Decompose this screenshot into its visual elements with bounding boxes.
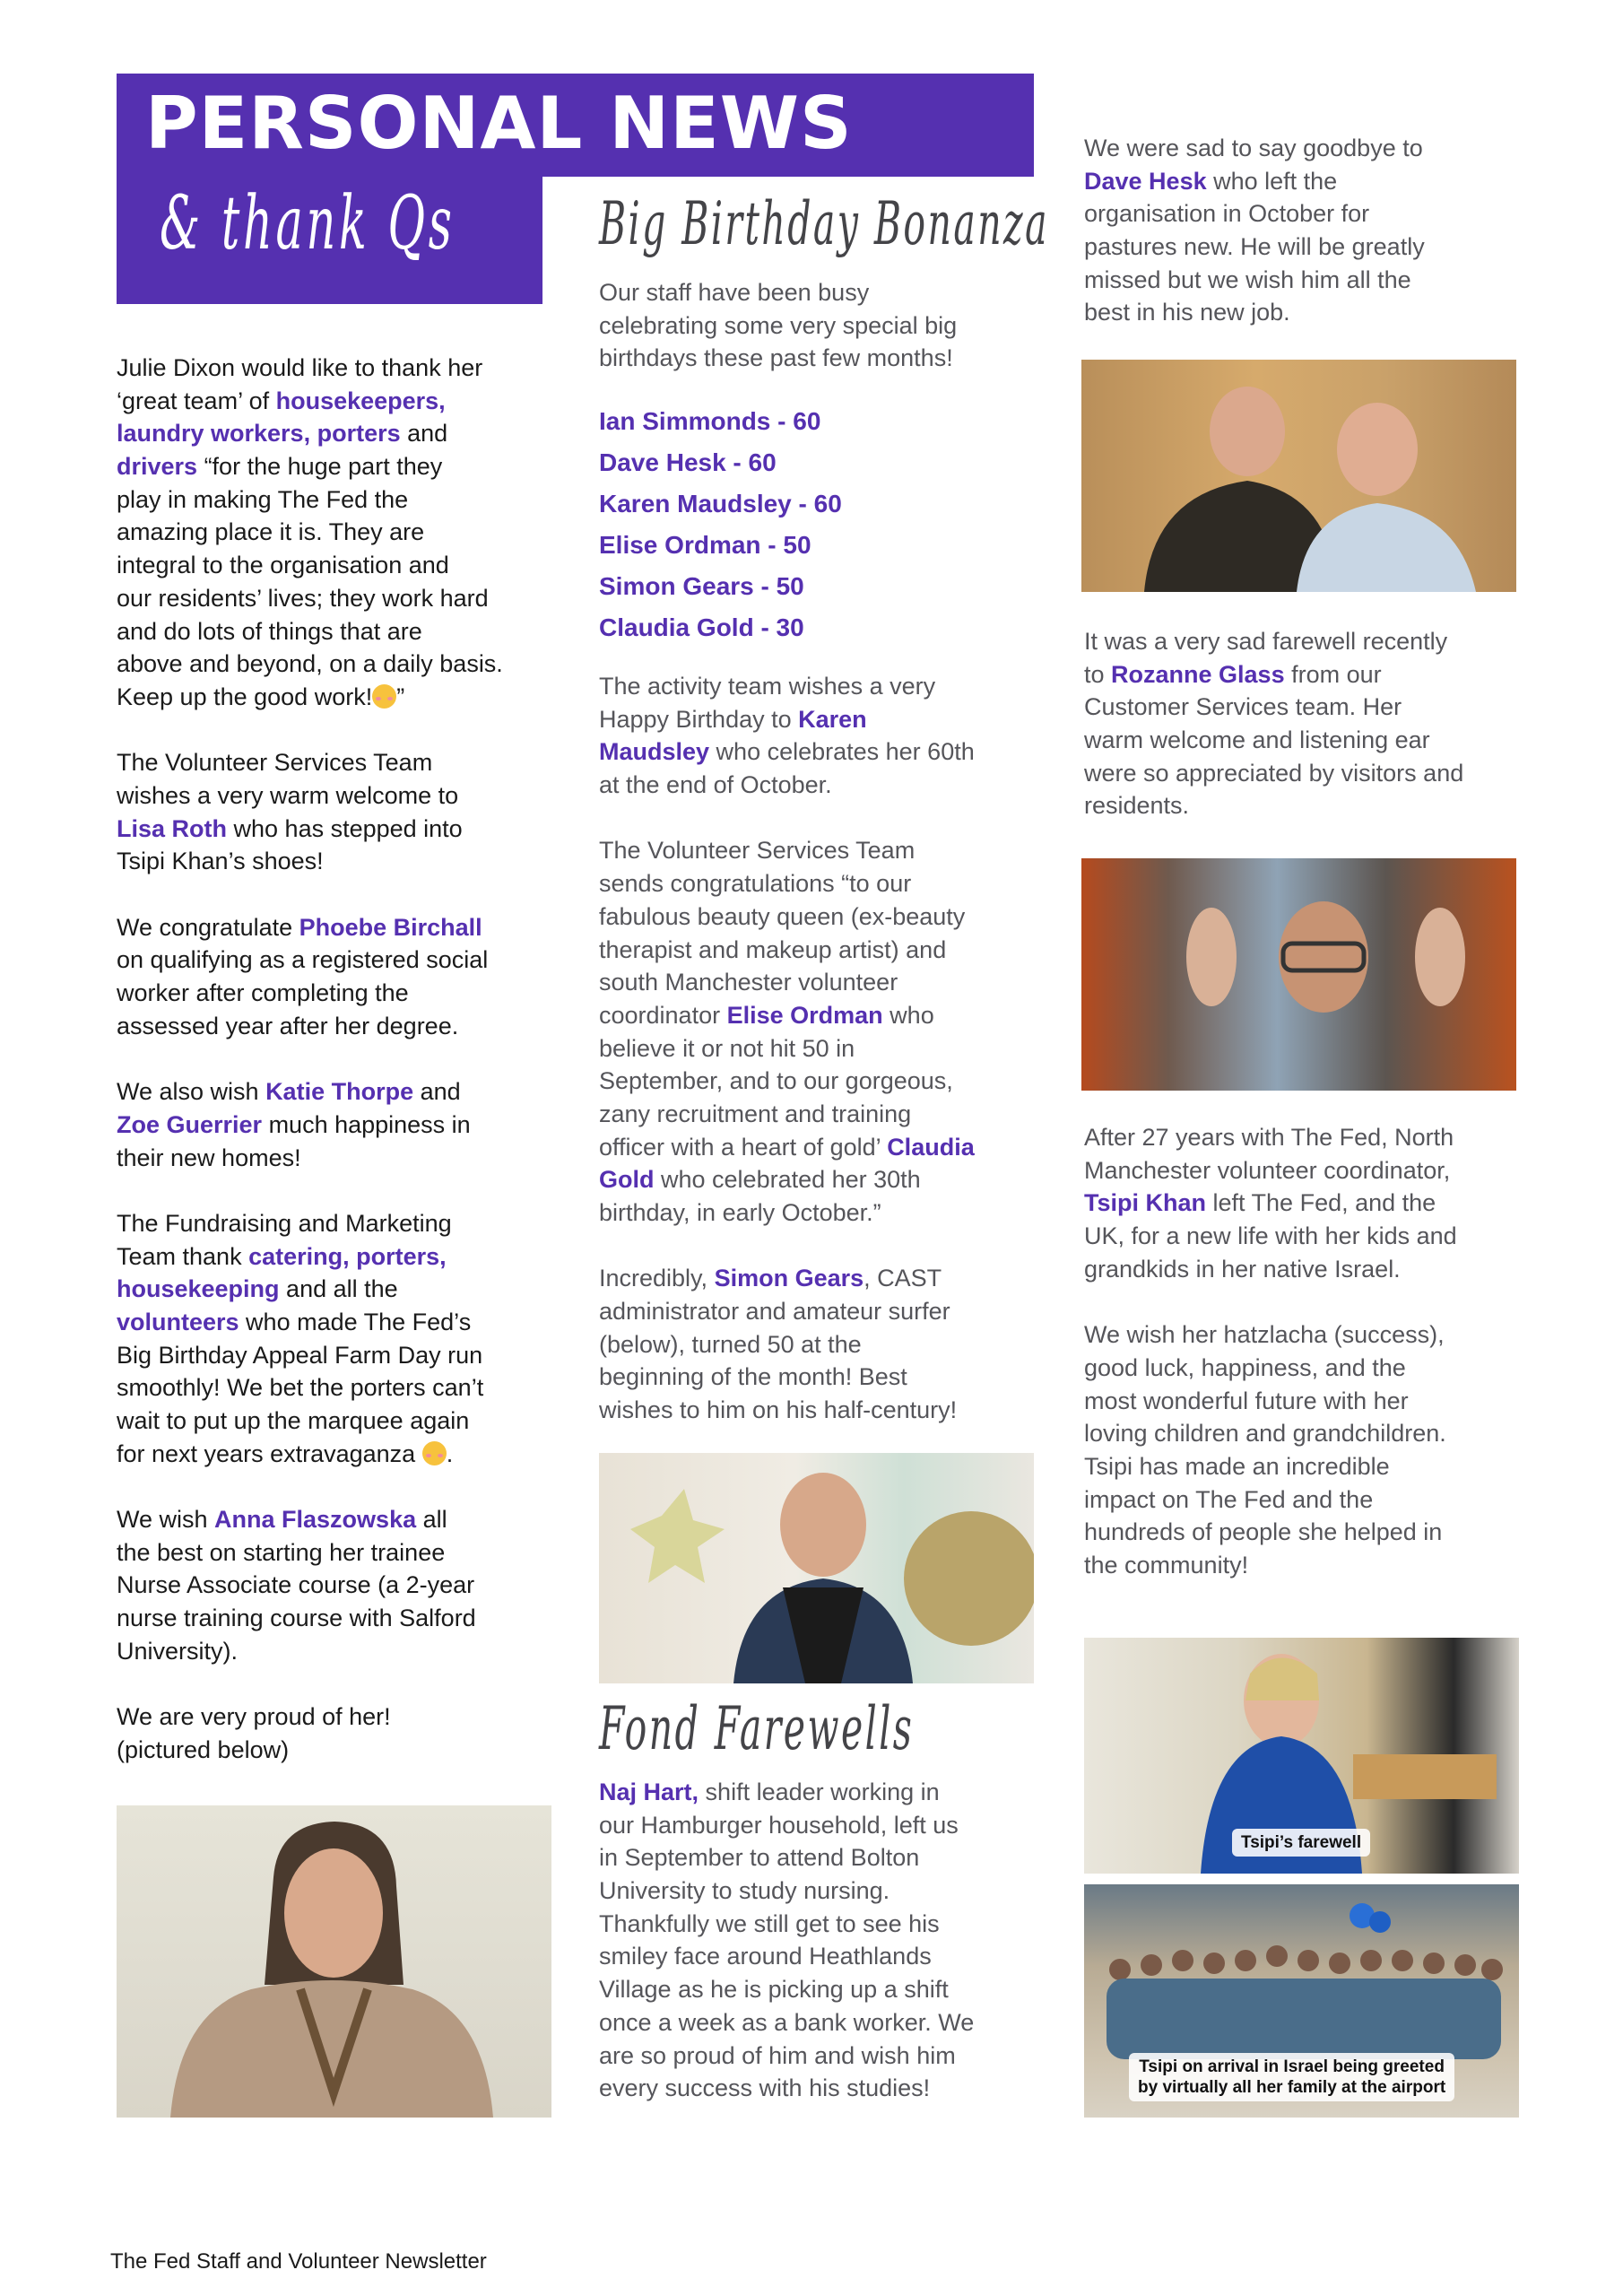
text-line [599, 1361, 1047, 1394]
text-run: Nurse Associate course (a 2-year [117, 1571, 475, 1599]
text-run: the best on starting her trainee [117, 1538, 446, 1566]
text-line [1084, 165, 1532, 198]
text-line [1084, 1220, 1532, 1253]
text-line [117, 1371, 565, 1405]
text-run: coordinator [599, 1001, 727, 1029]
text-line [1084, 658, 1532, 691]
text-line [117, 615, 565, 648]
caption-tsipi-arrival [1129, 2053, 1454, 2101]
text-run: celebrating some very special big [599, 311, 958, 339]
highlighted-name: laundry workers, porters [117, 420, 401, 448]
column-2-intro [599, 276, 1047, 375]
text-run: Incredibly, [599, 1265, 715, 1292]
paragraph-gap [599, 802, 1047, 835]
text-run: the community! [1084, 1551, 1249, 1578]
text-line [599, 1841, 1047, 1874]
text-run: Our staff have been busy [599, 279, 870, 306]
paragraph [117, 1700, 565, 1766]
text-run: all [416, 1506, 447, 1534]
paragraph-gap [117, 1174, 565, 1207]
text-line [117, 1405, 565, 1438]
text-line [117, 1635, 565, 1668]
text-run: who [882, 1001, 934, 1029]
highlighted-name: Simon Gears [714, 1265, 864, 1292]
text-run: warm welcome and listening ear [1084, 726, 1430, 754]
column-2-farewells [599, 1776, 1047, 2105]
text-line [117, 977, 565, 1010]
text-run: Tsipi Khan’s shoes! [117, 848, 324, 875]
text-run: We are very proud of her! [117, 1703, 391, 1731]
text-run: . [446, 1439, 454, 1467]
text-line [599, 1874, 1047, 1908]
text-run: Manchester volunteer coordinator, [1084, 1156, 1451, 1184]
text-line [117, 1339, 565, 1372]
text-line [117, 516, 565, 549]
text-line [599, 703, 1047, 736]
paragraph-gap [117, 878, 565, 911]
text-line [117, 944, 565, 977]
text-run: UK, for a new life with her kids and [1084, 1222, 1457, 1250]
birthday-item: Karen Maudsley - 60 [599, 490, 842, 517]
highlighted-name: Rozanne Glass [1111, 660, 1285, 688]
text-line [117, 1700, 565, 1734]
text-run: (below), turned 50 at the [599, 1330, 862, 1358]
text-run: We wish her hatzlacha (success), [1084, 1321, 1445, 1349]
photo-anna-flaszowska [117, 1805, 551, 2118]
text-line [117, 648, 565, 681]
text-line [599, 670, 1047, 703]
text-line [599, 1940, 1047, 1973]
photo-rozanne-glass [1081, 858, 1516, 1091]
text-line [117, 911, 565, 944]
text-line [1084, 724, 1532, 757]
text-line [1084, 1516, 1532, 1549]
highlighted-name: Claudia [887, 1133, 975, 1161]
two-men-illustration [1081, 360, 1516, 592]
highlighted-name: housekeepers, [275, 387, 446, 414]
text-line [1084, 625, 1532, 658]
text-line [1084, 132, 1532, 165]
text-line [599, 2072, 1047, 2105]
text-line [1084, 1450, 1532, 1483]
text-run: Keep up the good work! [117, 683, 373, 710]
text-line [599, 1163, 1047, 1196]
highlighted-name: catering, porters, [248, 1242, 447, 1270]
text-line [117, 1306, 565, 1339]
text-run: missed but we wish him all the [1084, 265, 1411, 293]
woman-at-window-illustration [1081, 858, 1516, 1091]
text-run: grandkids in her native Israel. [1084, 1255, 1401, 1283]
text-line [1084, 1318, 1532, 1352]
highlighted-name: Phoebe Birchall [299, 913, 482, 941]
text-run: The Fundraising and Marketing [117, 1209, 452, 1237]
text-run: The Volunteer Services Team [117, 749, 433, 777]
text-run: our residents’ lives; they work hard [117, 584, 489, 612]
highlighted-name: volunteers [117, 1308, 239, 1335]
text-line [599, 1032, 1047, 1065]
text-run: (pictured below) [117, 1735, 290, 1763]
text-line [599, 1295, 1047, 1328]
text-run: good luck, happiness, and the [1084, 1353, 1406, 1381]
text-run: wishes to him on his half-century! [599, 1396, 958, 1424]
text-line [599, 1065, 1047, 1098]
text-line [1084, 1121, 1532, 1154]
text-line [599, 735, 1047, 769]
paragraph [117, 352, 565, 714]
paragraph [1084, 1121, 1532, 1285]
paragraph [117, 911, 565, 1043]
paragraph [599, 834, 1047, 1229]
text-run: left The Fed, and the [1206, 1189, 1436, 1217]
caption-tsipi-farewell: Tsipi’s farewell [1232, 1829, 1370, 1857]
text-run: Happy Birthday to [599, 705, 799, 733]
text-run: our Hamburger household, left us [599, 1811, 959, 1839]
text-run: who has stepped into [227, 814, 463, 842]
section-title-fond-farewells: Fond Farewells [599, 1694, 915, 1763]
text-run: Village as he is picking up a shift [599, 1976, 949, 2004]
text-line [117, 746, 565, 779]
text-run: The activity team wishes a very [599, 673, 936, 700]
text-run: wishes a very warm welcome to [117, 781, 459, 809]
text-run: pastures new. He will be greatly [1084, 233, 1425, 261]
text-line [117, 1569, 565, 1602]
text-line [599, 900, 1047, 934]
text-run: above and beyond, on a daily basis. [117, 650, 503, 678]
text-run: assessed year after her degree. [117, 1012, 459, 1039]
text-line [599, 1394, 1047, 1427]
paragraph [599, 1262, 1047, 1426]
highlighted-name: Zoe Guerrier [117, 1110, 263, 1138]
text-line [599, 276, 1047, 309]
paragraph [117, 746, 565, 878]
text-line [599, 934, 1047, 967]
smiling-face-emoji-icon [422, 1441, 447, 1465]
text-run: The Volunteer Services Team [599, 837, 916, 865]
paragraph [117, 1503, 565, 1667]
text-line [1084, 264, 1532, 297]
text-line [117, 1438, 565, 1471]
text-run: administrator and amateur surfer [599, 1298, 950, 1326]
text-line [599, 769, 1047, 802]
text-run: on qualifying as a registered social [117, 946, 489, 974]
text-run: their new homes! [117, 1144, 301, 1171]
text-line [599, 867, 1047, 900]
text-run: south Manchester volunteer [599, 969, 898, 996]
text-line [117, 1602, 565, 1635]
text-run: After 27 years with The Fed, North [1084, 1124, 1454, 1151]
text-run: University to study nursing. [599, 1877, 890, 1905]
text-run: birthdays these past few months! [599, 344, 953, 372]
text-line [1084, 1352, 1532, 1385]
text-line [117, 779, 565, 813]
text-line [599, 342, 1047, 375]
text-run: impact on The Fed and the [1084, 1485, 1374, 1513]
text-line [1084, 296, 1532, 329]
text-line [117, 813, 565, 846]
text-run: most wonderful future with her [1084, 1387, 1409, 1414]
text-run: amazing place it is. They are [117, 518, 425, 546]
text-run: loving children and grandchildren. [1084, 1420, 1446, 1448]
text-run: every success with his studies! [599, 2074, 931, 2102]
text-run: Big Birthday Appeal Farm Day run [117, 1341, 483, 1369]
text-run: play in making The Fed the [117, 485, 409, 513]
text-run: zany recruitment and training [599, 1100, 912, 1127]
highlighted-name: Tsipi Khan [1084, 1189, 1207, 1217]
text-line [117, 549, 565, 582]
text-line [117, 1142, 565, 1175]
column-3-rozanne-glass [1084, 625, 1532, 822]
text-run: nurse training course with Salford [117, 1605, 476, 1632]
text-run: for next years extravaganza [117, 1439, 422, 1467]
text-line [117, 1734, 565, 1767]
caption-line-2: by virtually all her family at the airport [1138, 2078, 1446, 2097]
text-run: who made The Fed’s [239, 1308, 472, 1335]
text-run: who left the [1206, 167, 1338, 195]
text-run: integral to the organisation and [117, 552, 449, 579]
paragraph [117, 1207, 565, 1471]
highlighted-name: Naj Hart, [599, 1779, 699, 1805]
text-run: shift leader working in [699, 1779, 940, 1805]
text-line [599, 999, 1047, 1032]
highlighted-name: Anna Flaszowska [214, 1506, 417, 1534]
text-line [1084, 1253, 1532, 1286]
text-run: smoothly! We bet the porters can’t [117, 1374, 484, 1402]
birthday-item: Simon Gears - 50 [599, 572, 804, 600]
text-line [599, 1809, 1047, 1842]
text-run: Customer Services team. Her [1084, 693, 1402, 721]
text-run: to [1084, 660, 1112, 688]
highlighted-name: Karen [798, 705, 867, 733]
text-line [117, 450, 565, 483]
text-line [599, 1973, 1047, 2006]
paragraph-gap [117, 1042, 565, 1075]
text-line [117, 681, 565, 714]
highlighted-name: Maudsley [599, 738, 710, 766]
column-2-paragraphs [599, 670, 1047, 1427]
paragraph [599, 670, 1047, 802]
text-run: “for the huge part they [197, 453, 443, 481]
text-line [117, 1109, 565, 1142]
text-run: sends congratulations “to our [599, 870, 912, 898]
section-title-big-birthday-bonanza: Big Birthday Bonanza [599, 189, 1049, 258]
text-run: who celebrated her 30th [654, 1166, 921, 1194]
text-run: Thankfully we still get to see his [599, 1909, 940, 1937]
text-run: officer with a heart of gold’ [599, 1133, 888, 1161]
text-run: , CAST [864, 1265, 942, 1292]
text-line [117, 1536, 565, 1570]
page-title: PERSONAL NEWS [145, 82, 853, 165]
text-line [117, 1240, 565, 1274]
text-line [599, 1098, 1047, 1131]
text-line [599, 834, 1047, 867]
text-line [599, 2039, 1047, 2073]
photo-simon-gears [599, 1453, 1034, 1683]
paragraph-gap [117, 1470, 565, 1503]
text-line [599, 1908, 1047, 1941]
paragraph-gap [1084, 1285, 1532, 1318]
text-run: much happiness in [262, 1110, 471, 1138]
text-run: Julie Dixon would like to thank her [117, 354, 483, 381]
text-line [117, 483, 565, 517]
text-run: ” [396, 683, 405, 710]
text-run: We also wish [117, 1078, 266, 1106]
text-run: beginning of the month! Best [599, 1363, 907, 1391]
text-run: fabulous beauty queen (ex-beauty [599, 902, 966, 930]
text-run: Tsipi has made an incredible [1084, 1452, 1390, 1480]
text-line [117, 1207, 565, 1240]
text-run: are so proud of him and wish him [599, 2041, 956, 2069]
text-run: in September to attend Bolton [599, 1844, 920, 1872]
highlighted-name: housekeeping [117, 1275, 280, 1303]
text-run: ‘great team’ of [117, 387, 276, 414]
text-line [117, 1075, 565, 1109]
text-run: and all the [279, 1275, 398, 1303]
highlighted-name: Katie Thorpe [265, 1078, 414, 1106]
text-run: and [400, 420, 448, 448]
text-line [1084, 230, 1532, 264]
birthday-item: Dave Hesk - 60 [599, 448, 777, 476]
text-line [599, 1262, 1047, 1295]
text-line [1084, 1483, 1532, 1517]
birthday-item: Claudia Gold - 30 [599, 613, 804, 641]
text-line [117, 1273, 565, 1306]
column-1-text [117, 352, 565, 1767]
text-run: once a week as a bank worker. We [599, 2008, 975, 2036]
text-line [117, 352, 565, 385]
paragraph-gap [599, 1230, 1047, 1263]
paragraph-gap [117, 714, 565, 747]
text-run: birthday, in early October.” [599, 1199, 881, 1226]
column-3-tsipi-khan [1084, 1121, 1532, 1582]
highlighted-name: Dave Hesk [1084, 167, 1207, 195]
text-line [1084, 1549, 1532, 1582]
birthday-man-illustration [599, 1453, 1034, 1683]
text-run: University). [117, 1637, 239, 1665]
text-line [1084, 1187, 1532, 1220]
photo-tsipi-arrival [1084, 1884, 1519, 2118]
text-line [1084, 1154, 1532, 1187]
paragraph [117, 1075, 565, 1174]
text-run: organisation in October for [1084, 200, 1370, 228]
text-line [117, 1010, 565, 1043]
photo-tsipi-farewell [1084, 1638, 1519, 1874]
text-line [599, 1328, 1047, 1361]
text-run: We wish [117, 1506, 215, 1534]
text-run: from our [1284, 660, 1382, 688]
paragraph [1084, 1318, 1532, 1582]
paragraph-gap [117, 1668, 565, 1701]
text-line [1084, 757, 1532, 790]
text-line [117, 582, 565, 615]
birthday-item: Elise Ordman - 50 [599, 531, 812, 559]
text-line [117, 845, 565, 878]
birthday-item: Ian Simmonds - 60 [599, 407, 821, 435]
highlighted-name: Lisa Roth [117, 814, 228, 842]
text-run: We were sad to say goodbye to [1084, 135, 1423, 161]
text-run: therapist and makeup artist) and [599, 935, 947, 963]
caption-line-1: Tsipi on arrival in Israel being greeted [1139, 2057, 1445, 2076]
text-line [599, 1196, 1047, 1230]
text-line [117, 1503, 565, 1536]
text-line [599, 2006, 1047, 2039]
text-run: We congratulate [117, 913, 299, 941]
text-line [599, 1131, 1047, 1164]
text-line [117, 417, 565, 450]
text-run: Team thank [117, 1242, 249, 1270]
text-run: who celebrates her 60th [709, 738, 975, 766]
photo-dave-hesk [1081, 360, 1516, 592]
text-run: hundreds of people she helped in [1084, 1518, 1443, 1546]
text-run: and [413, 1078, 461, 1106]
text-line [599, 309, 1047, 343]
text-line [1084, 691, 1532, 724]
highlighted-name: Gold [599, 1166, 655, 1194]
text-run: It was a very sad farewell recently [1084, 628, 1448, 655]
page-subtitle: & thank Qs [160, 181, 456, 266]
text-line [599, 1776, 1047, 1809]
text-line [1084, 1385, 1532, 1418]
portrait-woman-illustration [117, 1805, 551, 2118]
text-line [1084, 789, 1532, 822]
text-run: best in his new job. [1084, 299, 1290, 326]
birthday-list [599, 401, 1047, 648]
text-run: worker after completing the [117, 979, 409, 1007]
text-run: smiley face around Heathlands [599, 1943, 932, 1970]
footer-newsletter-name: The Fed Staff and Volunteer Newsletter [110, 2249, 487, 2274]
text-run: at the end of October. [599, 771, 832, 799]
text-line [1084, 1417, 1532, 1450]
column-3-dave-hesk [1084, 132, 1532, 329]
text-run: wait to put up the marquee again [117, 1407, 470, 1434]
highlighted-name: drivers [117, 453, 198, 481]
text-run: September, and to our gorgeous, [599, 1067, 953, 1095]
highlighted-name: Elise Ordman [726, 1001, 883, 1029]
text-run: were so appreciated by visitors and [1084, 759, 1464, 787]
text-line [599, 966, 1047, 999]
text-line [1084, 197, 1532, 230]
text-line [117, 385, 565, 418]
text-run: residents. [1084, 792, 1190, 820]
smiling-face-emoji-icon [372, 684, 396, 709]
text-run: believe it or not hit 50 in [599, 1034, 855, 1062]
text-run: and do lots of things that are [117, 617, 422, 645]
